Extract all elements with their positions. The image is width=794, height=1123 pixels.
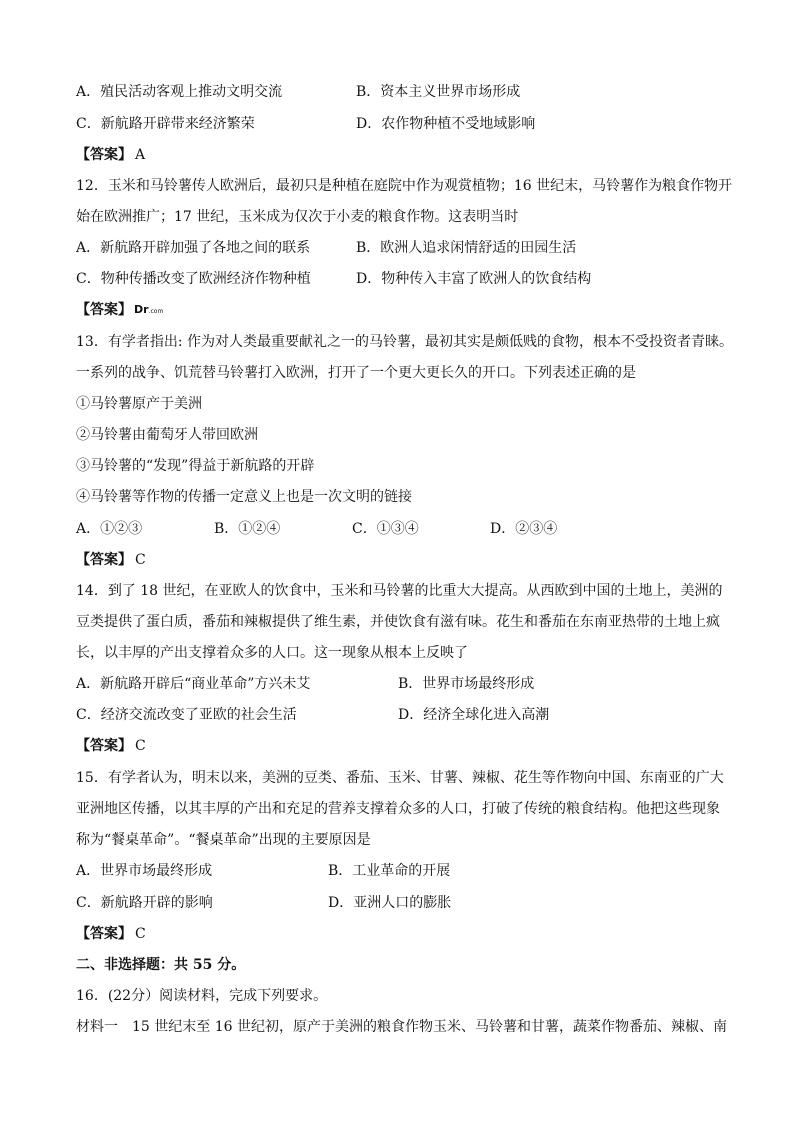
q12-option-b: B．欧洲人追求闲情舒适的田园生活 (356, 240, 577, 256)
q15-stem-line-3: 称为“餐桌革命”。“餐桌革命”出现的主要原因是 (76, 832, 371, 848)
q13-item-4: ④马铃薯等作物的传播一定意义上也是一次文明的链接 (76, 489, 412, 505)
answer-tag: 【答案】 (76, 926, 132, 942)
q15-option-d: D．亚洲人口的膨胀 (328, 895, 452, 911)
answer-tag: 【答案】 (76, 302, 132, 318)
q15-option-a: A．世界市场最终形成 (76, 863, 213, 879)
q12-answer (76, 300, 163, 322)
answer-value: C (135, 738, 146, 754)
q15-option-c: C．新航路开辟的影响 (76, 895, 213, 911)
q13-option-d: D．②③④ (490, 521, 558, 537)
q12-stem-line-1: 12．玉米和马铃薯传人欧洲后，最初只是种植在庭院中作为观赏植物；16 世纪末，马铃薯作为粮食作物开 (76, 178, 733, 194)
q13-option-b: B．①②④ (214, 521, 281, 537)
answer-tag: 【答案】 (76, 552, 132, 568)
q13-option-a: A．①②③ (76, 521, 143, 537)
q11-option-d: D．农作物种植不受地域影响 (356, 116, 536, 132)
q14-option-d: D．经济全球化进入高潮 (398, 707, 550, 723)
q13-item-1: ①马铃薯原产于美洲 (76, 396, 202, 412)
q14-stem-line-3: 长，以丰厚的产出支撑着众多的人口。这一现象从根本上反映了 (76, 645, 468, 661)
answer-value: C (135, 552, 146, 568)
q15-answer (76, 924, 146, 944)
q12-option-c: C．物种传播改变了欧洲经济作物种植 (76, 271, 311, 287)
q11-option-a: A．殖民活动客观上推动文明交流 (76, 84, 283, 100)
q11-option-b: B．资本主义世界市场形成 (356, 84, 521, 100)
q15-stem-line-1: 15．有学者认为，明末以来，美洲的豆类、番茄、玉米、甘薯、辣椒、花生等作物向中国、东南亚的广大 (76, 770, 724, 786)
q13-item-2: ②马铃薯由葡萄牙人带回欧洲 (76, 427, 258, 443)
q13-stem-line-1: 13．有学者指出: 作为对人类最重要献礼之一的马铃薯，最初其实是颇低贱的食物，根本不受投资者青睐。 (76, 334, 733, 350)
q12-stem-line-2: 始在欧洲推广；17 世纪，玉米成为仅次于小麦的粮食作物。这表明当时 (76, 209, 519, 225)
answer-tag: 【答案】 (76, 738, 132, 754)
answer-tag: 【答案】 (76, 147, 132, 163)
q13-answer (76, 550, 146, 570)
q15-stem-line-2: 亚洲地区传播，以其丰厚的产出和充足的营养支撑着众多的人口，打破了传统的粮食结构。他把这些现象 (76, 801, 720, 817)
q13-option-c: C．①③④ (352, 521, 419, 537)
q15-option-b: B．工业革命的开展 (328, 863, 451, 879)
q11-answer (76, 145, 145, 165)
q16-stem: 16．(22分）阅读材料，完成下列要求。 (76, 988, 328, 1004)
answer-value: C (135, 926, 146, 942)
q14-answer (76, 736, 146, 756)
q13-item-3: ③马铃薯的“发现”得益于新航路的开辟 (76, 458, 315, 474)
q13-stem-line-2: 一系列的战争、饥荒替马铃薯打入欧洲，打开了一个更大更长久的开口。下列表述正确的是 (76, 365, 636, 381)
watermark-logo: Dr.com (134, 303, 164, 316)
q11-option-c: C．新航路开辟带来经济繁荣 (76, 116, 255, 132)
q16-material-1-line-1: 材料一 15 世纪末至 16 世纪初，原产于美洲的粮食作物玉米、马铃薯和甘薯，蔬菜作物番茄、辣椒、南 (76, 1019, 727, 1035)
q14-stem-line-1: 14．到了 18 世纪，在亚欧人的饮食中，玉米和马铃薯的比重大大提高。从西欧到中国的土地上，美洲的 (76, 583, 723, 599)
q14-option-a: A．新航路开辟后“商业革命”方兴未艾 (76, 676, 311, 692)
q12-option-a: A．新航路开辟加强了各地之间的联系 (76, 240, 311, 256)
q14-stem-line-2: 豆类提供了蛋白质，番茄和辣椒提供了维生素，并使饮食有滋有味。花生和番茄在东南亚热带的土地上疯 (76, 614, 720, 630)
q12-option-d: D．物种传入丰富了欧洲人的饮食结构 (356, 271, 592, 287)
q14-option-b: B．世界市场最终形成 (398, 676, 535, 692)
q14-option-c: C．经济交流改变了亚欧的社会生活 (76, 707, 297, 723)
section-heading: 二、非选择题：共 55 分。 (76, 957, 246, 973)
answer-value: A (135, 147, 146, 163)
